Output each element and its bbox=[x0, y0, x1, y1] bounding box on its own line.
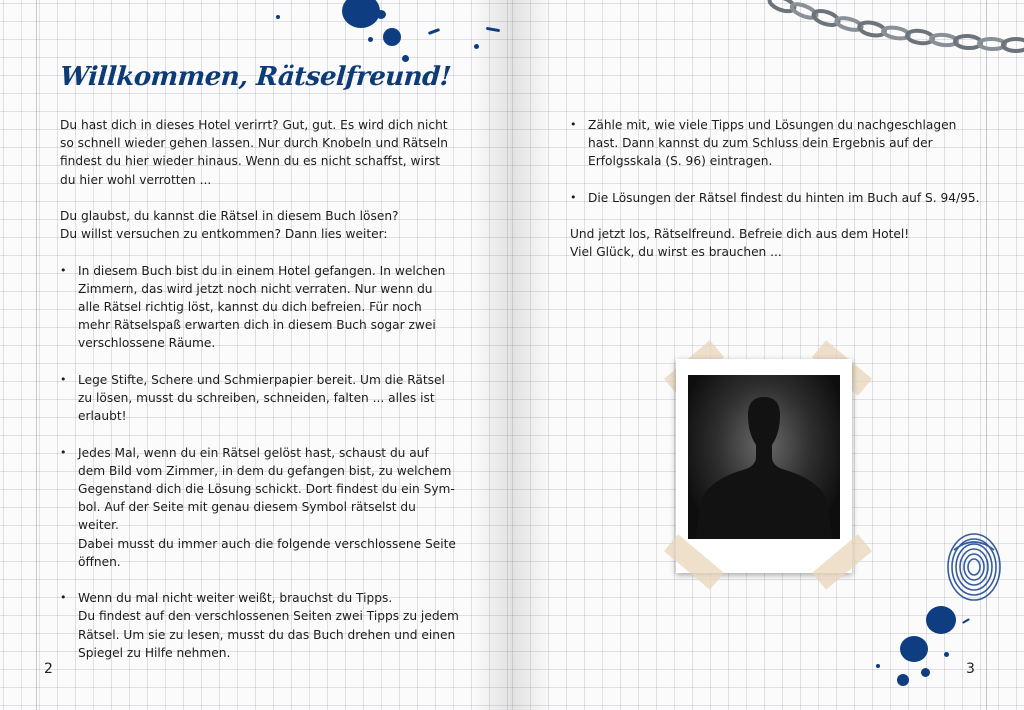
intro-line: Du hast dich in dieses Hotel verirrt? Gut, gut. Es wird dich nicht bbox=[60, 118, 448, 132]
page-number: 3 bbox=[966, 661, 975, 677]
instruction-list bbox=[570, 116, 980, 207]
question-line: Du glaubst, du kannst die Rätsel in diesem Buch lösen? bbox=[60, 209, 399, 223]
chain-icon bbox=[760, 0, 1024, 66]
list-item-line: Erfolgsskala (S. 96) eintragen. bbox=[588, 154, 773, 169]
question-line: Du willst versuchen zu entkommen? Dann lies weiter: bbox=[60, 227, 388, 242]
right-text-column bbox=[570, 116, 980, 262]
list-item bbox=[60, 371, 460, 426]
silhouette-icon bbox=[688, 375, 840, 539]
closing-line: Und jetzt los, Rätselfreund. Befreie dich aus dem Hotel! bbox=[570, 227, 910, 242]
polaroid-photo bbox=[672, 355, 862, 583]
list-item-line: Dabei musst du immer auch die folgende verschlossene Seite bbox=[78, 536, 456, 551]
list-item-line: mehr Rätselspaß erwarten dich in diesem Buch sogar zwei bbox=[78, 318, 436, 333]
list-item-line: Gegenstand dich die Lösung schickt. Dort findest du ein Sym- bbox=[78, 482, 455, 496]
list-item-line: • Jedes Mal, wenn du ein Rätsel gelöst hast, schaust du auf bbox=[78, 445, 429, 460]
list-item-line: • Lege Stifte, Schere und Schmierpapier bereit. Um die Rätsel bbox=[78, 372, 445, 387]
list-item-line: Spiegel zu Hilfe nehmen. bbox=[78, 645, 231, 660]
list-item-line: erlaubt! bbox=[78, 409, 127, 424]
list-item-line: • Die Lösungen der Rätsel findest du hinten im Buch auf S. 94/95. bbox=[588, 190, 980, 205]
polaroid-frame bbox=[676, 359, 852, 573]
photo bbox=[688, 375, 840, 539]
page-heading: Willkommen, Rätselfreund! bbox=[58, 62, 452, 92]
list-item bbox=[60, 444, 460, 571]
gutter-shadow bbox=[472, 0, 512, 710]
instruction-list bbox=[60, 262, 460, 662]
closing-line: Viel Glück, du wirst es brauchen ... bbox=[570, 245, 782, 260]
intro-line: du hier wohl verrotten ... bbox=[60, 172, 212, 187]
gutter-shadow bbox=[512, 0, 552, 710]
intro-line: so schnell wieder gehen lassen. Nur durch Knobeln und Rätseln bbox=[60, 136, 448, 151]
list-item-line: dem Bild vom Zimmer, in dem du gefangen bist, zu welchem bbox=[78, 463, 452, 478]
list-item-line: • Wenn du mal nicht weiter weißt, brauchst du Tipps. bbox=[78, 591, 393, 606]
fingerprint-icon bbox=[942, 530, 1006, 604]
list-item bbox=[570, 116, 980, 171]
list-item-line: öffnen. bbox=[78, 554, 121, 569]
list-item-line: hast. Dann kannst du zum Schluss dein Ergebnis auf der bbox=[588, 136, 933, 151]
list-item-line: Rätsel. Um sie zu lesen, musst du das Buch drehen und einen bbox=[78, 627, 456, 642]
list-item bbox=[570, 189, 980, 207]
list-item-line: verschlossene Räume. bbox=[78, 336, 216, 351]
left-text-column bbox=[60, 116, 460, 662]
list-item-line: alle Rätsel richtig löst, kannst du dich befreien. Für noch bbox=[78, 300, 422, 314]
list-item-line: • Zähle mit, wie viele Tipps und Lösungen du nachgeschlagen bbox=[588, 118, 957, 132]
list-item-line: bol. Auf der Seite mit genau diesem Symbol rätselst du weiter. bbox=[78, 500, 416, 533]
list-item-line: zu lösen, musst du schreiben, schneiden, falten ... alles ist bbox=[78, 391, 435, 405]
list-item-line: Du findest auf den verschlossenen Seiten zwei Tipps zu jedem bbox=[78, 609, 459, 624]
list-item bbox=[60, 262, 460, 353]
list-item-line: Zimmern, das wird jetzt noch nicht verraten. Nur wenn du bbox=[78, 281, 433, 296]
intro-line: findest du hier wieder hinaus. Wenn du es nicht schaffst, wirst bbox=[60, 154, 440, 169]
list-item-line: • In diesem Buch bist du in einem Hotel gefangen. In welchen bbox=[78, 263, 446, 278]
list-item bbox=[60, 589, 460, 662]
page-number: 2 bbox=[44, 661, 53, 677]
margin-line bbox=[36, 0, 37, 710]
